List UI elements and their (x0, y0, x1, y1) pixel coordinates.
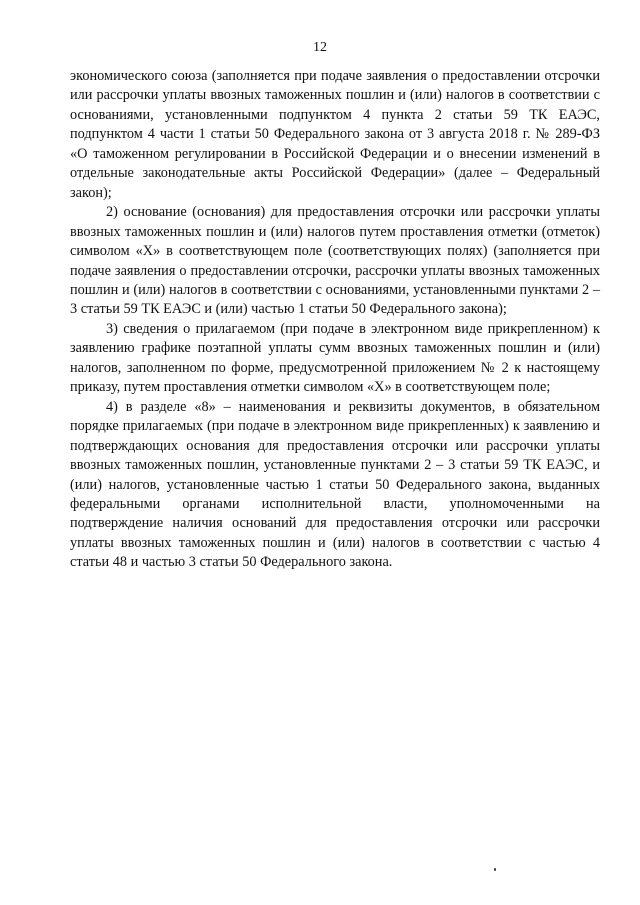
page-number: 12 (313, 40, 327, 55)
paragraph-item-3: 3) сведения о прилагаемом (при подаче в электронном виде прикрепленном) к заявлению графике поэтапной уплаты сумм ввозных таможенных пошлин и (или) налогов, заполненном по форме, предусмотренной приложением № 2 к настоящему приказу, путем проставления отметки символом «X» в соответствующем поле; (70, 320, 600, 396)
scan-speck (494, 868, 496, 871)
body-text (70, 67, 600, 573)
paragraph-item-2: 2) основание (основания) для предоставления отсрочки или рассрочки уплаты ввозных таможенных пошлин и (или) налогов путем проставления отметки (отметок) символом «X» в соответствующем поле (соответствующих полях) (заполняется при подаче заявления о предоставлении отсрочки, рассрочки уплаты ввозных таможенных пошлин и (или) налогов в соответствии с основаниями, установленными пунктами 2 – 3 статьи 59 ТК ЕАЭС и (или) частью 1 статьи 50 Федерального закона); (70, 204, 600, 318)
paragraph-item-4: 4) в разделе «8» – наименования и реквизиты документов, в обязательном порядке прилагаемых (при подаче в электронном виде прикрепленных) к заявлению и подтверждающих основания для предоставления отсрочки или рассрочки уплаты ввозных таможенных пошлин, установленные пунктами 2 – 3 статьи 59 ТК ЕАЭС, и (или) налогов, установленные частью 1 статьи 50 Федерального закона, выданных федеральными органами исполнительной власти, уполномоченными на подтверждение наличия оснований для предоставления отсрочки или рассрочки уплаты ввозных таможенных пошлин и (или) налогов в соответствии с частью 4 статьи 48 и частью 3 статьи 50 Федерального закона. (70, 398, 600, 571)
paragraph-continuation: экономического союза (заполняется при подаче заявления о предоставлении отсрочки или рассрочки уплаты ввозных таможенных пошлин и (или) налогов в соответствии с основаниями, установленными подпунктом 4 пункта 2 статьи 59 ТК ЕАЭС, подпунктом 4 части 1 статьи 50 Федерального закона от 3 августа 2018 г. № 289-ФЗ «О таможенном регулировании в Российской Федерации и о внесении изменений в отдельные законодательные акты Российской Федерации» (далее – Федеральный закон); (70, 68, 600, 201)
